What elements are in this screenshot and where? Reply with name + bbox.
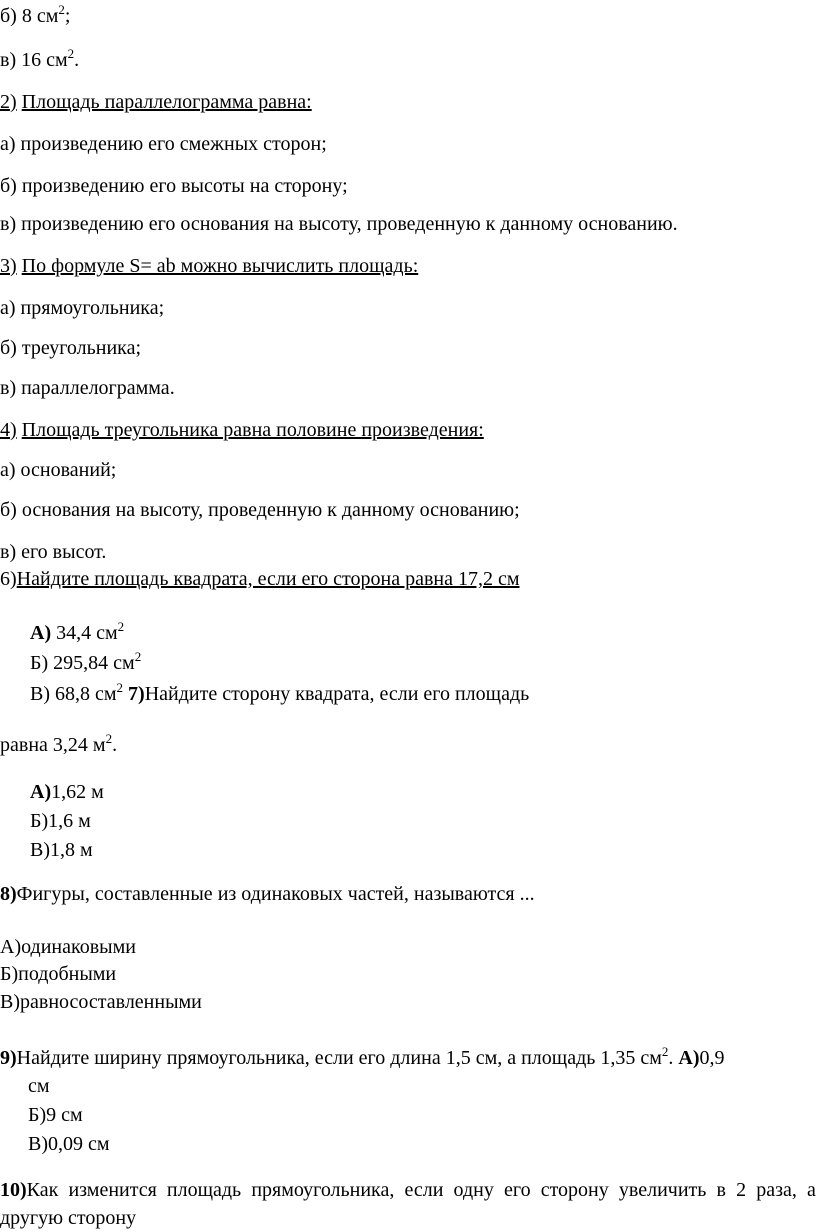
question-2-option-b: б) произведению его высоты на сторону; — [0, 175, 348, 197]
question-2-option-a: а) произведению его смежных сторон; — [0, 133, 327, 155]
question-3-option-b: б) треугольника; — [0, 337, 141, 359]
option-v-16: в) 16 $см^2$. — [0, 46, 80, 71]
question-7-continued: равна 3,24 $м^2$. — [0, 731, 118, 756]
question-8-option-a: А)одинаковыми — [0, 936, 136, 958]
question-6-option-v-and-question-7: В) 68,8 $см^2$ 7)Найдите сторону квадрата, если его площадь — [30, 680, 530, 705]
question-3: 3) По формуле S= ab можно вычислить площадь: — [0, 255, 419, 277]
question-6-option-a: А) 34,4 $см^2$ — [30, 619, 125, 644]
question-8-option-v: В)равносоставленными — [0, 991, 202, 1013]
question-3-option-a: а) прямоугольника; — [0, 297, 165, 319]
question-2-option-v: в) произведению его основания на высоту, проведенную к данному основанию. — [0, 213, 678, 235]
question-4-option-a: а) оснований; — [0, 459, 117, 481]
question-9-continued: см — [28, 1075, 50, 1097]
question-10-continued: другую сторону — [0, 1207, 137, 1229]
question-7-option-b: Б)1,6 м — [30, 810, 91, 832]
question-2: 2) Площадь параллелограмма равна: — [0, 91, 312, 113]
question-9-option-v: В)0,09 см — [28, 1133, 110, 1155]
question-6: 6)Найдите площадь квадрата, если его сторона равна 17,2 см — [0, 568, 520, 590]
question-8: 8)Фигуры, составленные из одинаковых частей, называются ... — [0, 883, 535, 905]
question-9-option-b: Б)9 см — [28, 1104, 83, 1126]
question-4-option-v: в) его высот. — [0, 541, 107, 563]
question-7-option-v: В)1,8 м — [30, 839, 93, 861]
question-3-option-v: в) параллелограмма. — [0, 377, 175, 399]
question-8-option-b: Б)подобными — [0, 963, 117, 985]
question-9: 9)Найдите ширину прямоугольника, если его длина 1,5 см, а площадь 1,35 $см^2$. А)0,9 — [0, 1044, 725, 1069]
option-b-8: б) 8 $см^2$; — [0, 2, 71, 27]
question-7-option-a: А)1,62 м — [30, 781, 104, 803]
question-4: 4) Площадь треугольника равна половине произведения: — [0, 419, 484, 441]
question-6-option-b: Б) 295,84 $см^2$ — [30, 649, 142, 674]
question-10: 10)Как изменится площадь прямоугольника, если одну его сторону увеличить в 2 раза, а — [0, 1179, 816, 1201]
question-4-option-b: б) основания на высоту, проведенную к данному основанию; — [0, 499, 520, 521]
